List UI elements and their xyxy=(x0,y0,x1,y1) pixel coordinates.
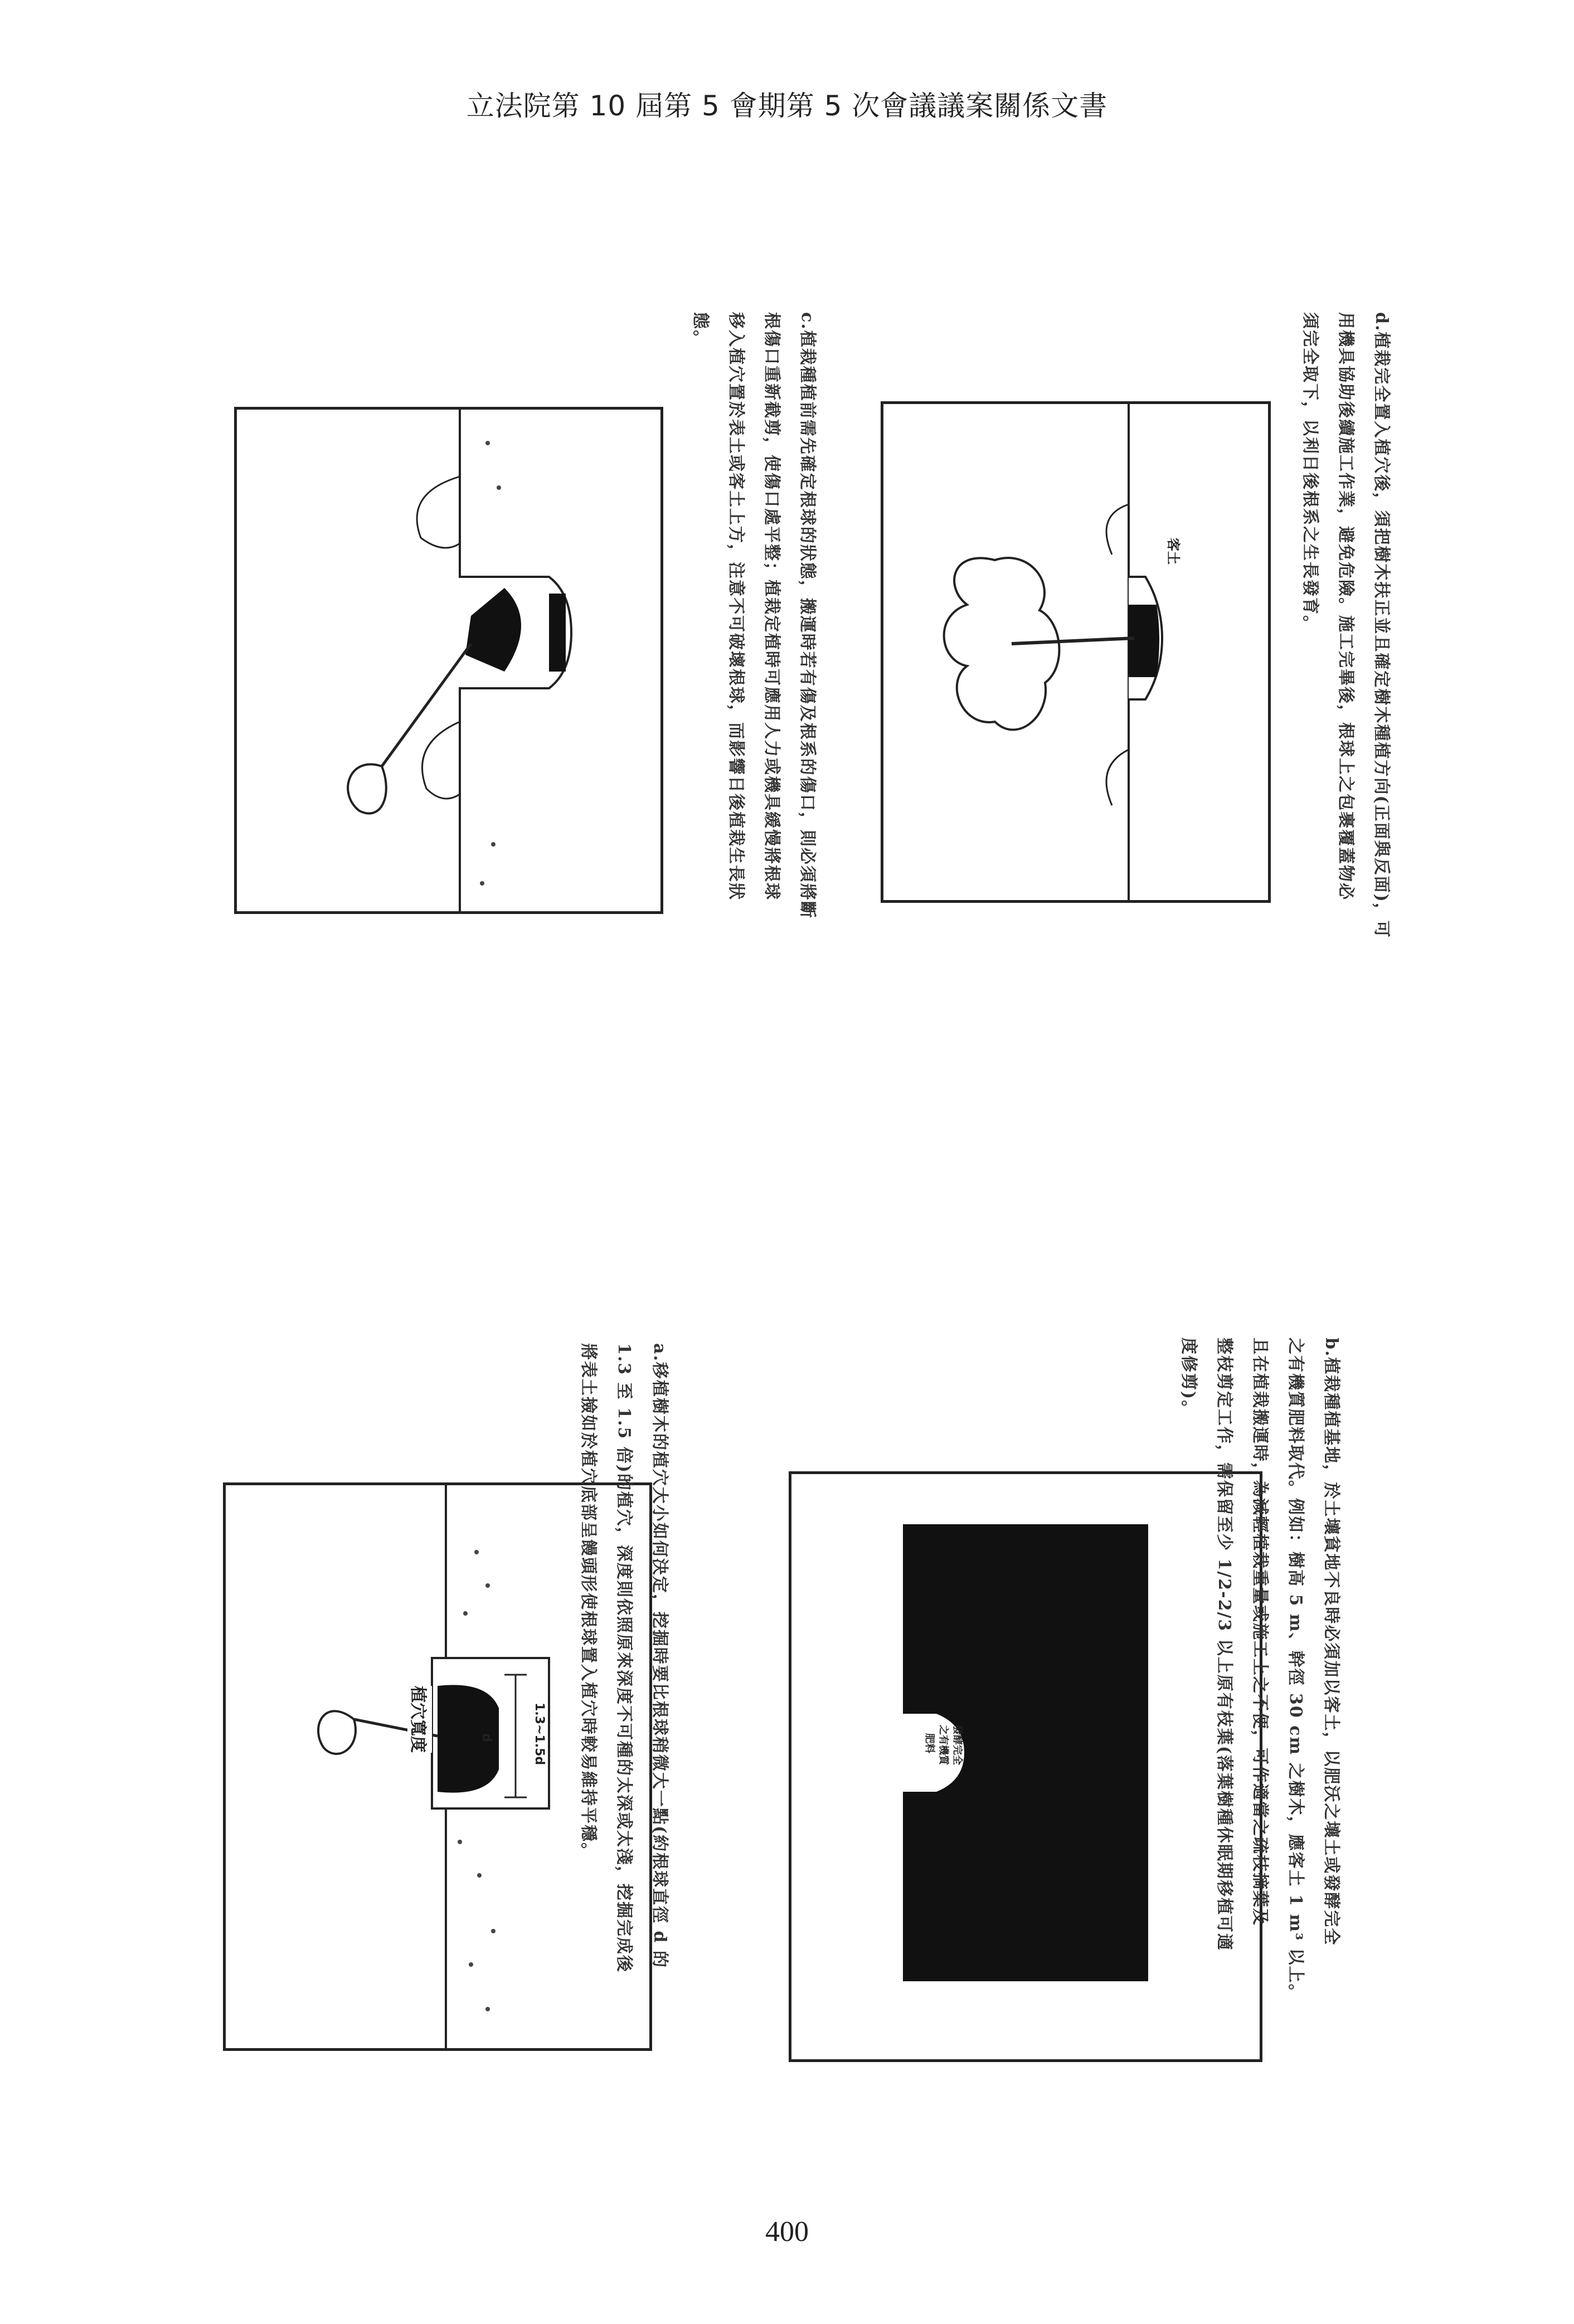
caption-b-line: 之有機質肥料取代。例如：樹高 5 m、幹徑 30 cm 之樹木，應客土 1 m³ 以上。 xyxy=(1286,1338,1305,2002)
caption-d-line: d.植栽完全置入植穴後，須把樹木扶正並且確定樹木種植方向(正面與反面)，可 xyxy=(1372,312,1391,939)
caption-b-line: 且在植栽搬運時，為減輕植栽重量或施工上之不便，可作適當之疏枝摘葉及 xyxy=(1250,1338,1270,1926)
caption-b-line: 度修剪)。 xyxy=(1179,1338,1198,1418)
document-header: 立法院第 10 屆第 5 會期第 5 次會議議案關係文書 xyxy=(466,90,1108,122)
caption-b xyxy=(1170,1338,1349,2101)
soil-label: 客土 xyxy=(1165,538,1181,565)
caption-a-line: 1.3 至 1.5 倍)的植穴，深度則依照原來深度不可種的太深或太淺，挖掘完成後 xyxy=(614,1343,634,1973)
caption-d xyxy=(1292,312,1399,1025)
hole-width-label: 植穴寬度 xyxy=(407,1686,432,1753)
root-diameter-label: d xyxy=(479,1733,493,1742)
caption-b-line: 整枝剪定工作，需保留至少 1/2-2/3 以上原有枝葉(落葉樹種休眠期移植可適 xyxy=(1214,1338,1234,1951)
fertilizer-label-2: 之有機質 xyxy=(937,1725,949,1765)
caption-c-line: 根傷口重新截剪，使傷口處平整；植栽定植時可應用人力或機具緩慢將根球 xyxy=(762,312,781,901)
caption-c-line: c.植栽種植前需先確定根球的狀態，搬運時若有傷及根系的傷口，則必須將斷 xyxy=(798,312,817,919)
caption-c xyxy=(682,312,825,1025)
fertilizer-label-3: 肥料 xyxy=(924,1733,935,1753)
caption-c-line: 態。 xyxy=(691,312,710,348)
figure-c-placing-rootball xyxy=(234,407,663,914)
figure-d-tree-planted xyxy=(881,401,1271,903)
caption-a-line: a.移植樹木的植穴大小如何決定，挖掘時要比根球稍微大一點(約根球直徑 d 的 xyxy=(650,1343,669,1968)
figure-c-drawing xyxy=(237,410,660,911)
caption-c-line: 移入植穴置於表土或客土上方，注意不可破壞根球，而影響日後植栽生長狀 xyxy=(726,312,746,901)
caption-d-line: 用機具協助後續施工作業，避免危險。施工完畢後，根球上之包裹覆蓋物必 xyxy=(1336,312,1356,901)
caption-a xyxy=(570,1343,677,2079)
caption-b-line: b.植栽種植基地，於土壤貧地不良時必須加以客土，以肥沃之壤土或發酵完全 xyxy=(1322,1338,1341,1946)
hole-ratio-label: 1.3~1.5d xyxy=(532,1703,546,1766)
caption-a-line: 將表土撿如於植穴底部呈饅頭形使根球置入植穴時較易維持平穩。 xyxy=(579,1343,598,1860)
caption-d-line: 須完全取下，以利日後根系之生長發育。 xyxy=(1300,312,1320,633)
fertilizer-label-1: 發酵完全 xyxy=(951,1725,963,1765)
page-number: 400 xyxy=(765,2216,809,2248)
figure-d-drawing xyxy=(883,404,1268,900)
